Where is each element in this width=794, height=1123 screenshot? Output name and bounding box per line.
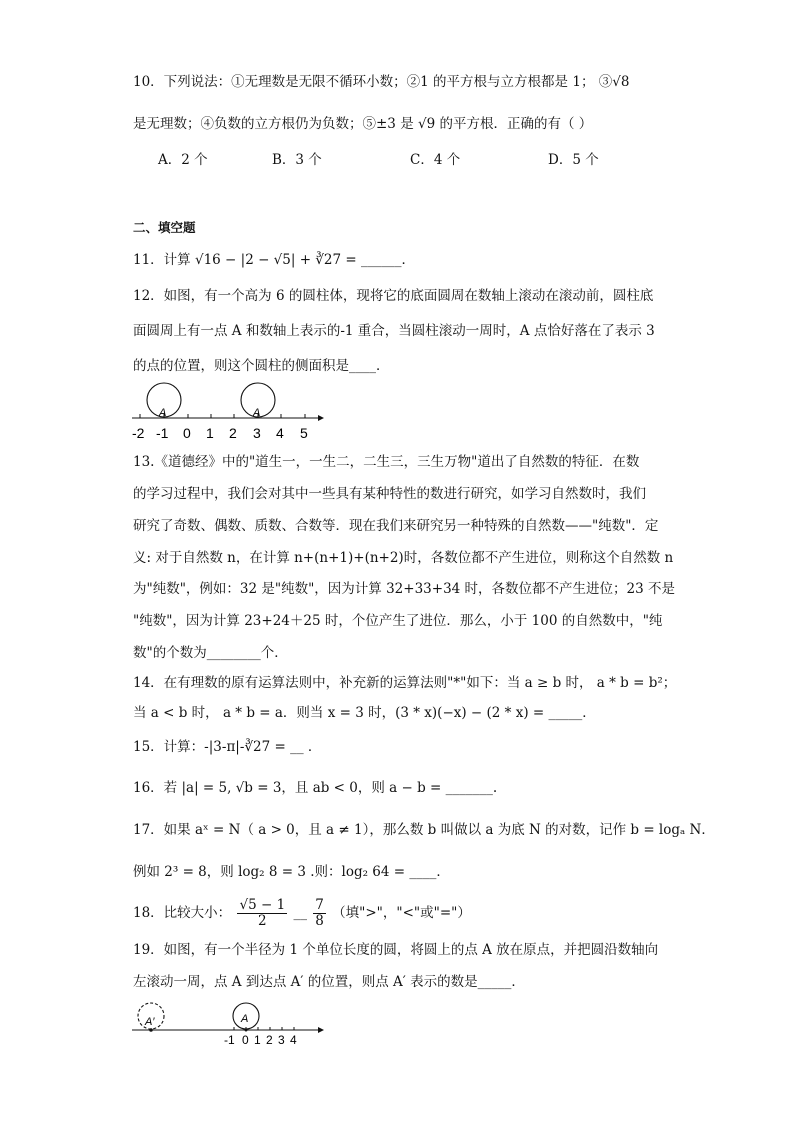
q17-line1: 17．如果 aˣ = N（ a > 0，且 a ≠ 1），那么数 b 叫做以 a 为底 N 的对数，记作 b = logₐ N．	[133, 822, 715, 838]
q14-line2: 当 a < b 时， a * b = a．则当 x = 3 时，(3 * x)(−x) − (2 * x) = _____．	[133, 705, 596, 721]
q14-line1: 14．在有理数的原有运算法则中，补充新的运算法则"*"如下：当 a ≥ b 时， a * b = b²；	[133, 675, 677, 691]
q12-line1: 12．如图，有一个高为 6 的圆柱体，现将它的底面圆周在数轴上滚动在滚动前，圆柱底	[133, 288, 654, 304]
tick-label: 4	[290, 1033, 297, 1047]
point-a-label: A	[241, 1013, 249, 1025]
axis-arrow-icon	[318, 415, 324, 421]
q18-fraction-left-denominator: 2	[258, 913, 267, 929]
tick-label: -1	[156, 425, 169, 441]
q16-line: 16．若 |a| = 5, √b = 3，且 ab < 0，则 a − b = _______.	[133, 780, 498, 796]
point-a-prime-label: A′	[145, 1016, 155, 1028]
q19-number-line-figure	[128, 1000, 328, 1050]
q13-line4: 义: 对于自然数 n，在计算 n+(n+1)+(n+2)时，各数位都不产生进位，则称这个自然数 n	[133, 550, 674, 566]
point-a-end-label: A	[253, 407, 261, 419]
q10-option-d: D．5 个	[548, 152, 599, 168]
q18-fraction-left	[237, 898, 287, 929]
q12-number-line-figure	[128, 380, 328, 442]
axis-arrow-icon	[318, 1027, 324, 1033]
q18-fraction-right-denominator: 8	[315, 913, 324, 929]
q13-line5: 为"纯数"，例如：32 是"纯数"，因为计算 32+33+34 时，各数位都不产生进位；23 不是	[133, 581, 676, 597]
q11-line: 11．计算 √16 − |2 − √5| + ∛27 = ______．	[133, 252, 415, 268]
tick-label: 0	[183, 425, 191, 441]
q10-option-b: B．3 个	[272, 152, 322, 168]
tick-label: 3	[278, 1033, 285, 1047]
q13-line6: "纯数"，因为计算 23+24＋25 时，个位产生了进位．那么，小于 100 的自然数中，"纯	[133, 613, 663, 629]
q18-fraction-left-numerator: √5 − 1	[239, 897, 286, 913]
q19-line2: 左滚动一周，点 A 到达点 A′ 的位置，则点 A′ 表示的数是_____．	[133, 974, 525, 990]
q18-line	[133, 896, 471, 930]
q18-prefix: 18．比较大小：	[133, 905, 232, 921]
q10-option-a: A．2 个	[158, 152, 208, 168]
q17-line2: 例如 2³ = 8，则 log₂ 8 = 3 .则：log₂ 64 = ____．	[133, 864, 450, 880]
tick-label: 1	[206, 425, 214, 441]
q12-line3: 的点的位置，则这个圆柱的侧面积是____．	[133, 358, 390, 374]
tick-label: 2	[229, 425, 237, 441]
tick-label: 4	[276, 425, 284, 441]
point-a-prime-dot	[149, 1028, 153, 1032]
point-a-start-label: A	[159, 407, 167, 419]
q19-line1: 19．如图，有一个半径为 1 个单位长度的圆，将圆上的点 A 放在原点，并把圆沿数轴向	[133, 942, 659, 958]
q18-suffix: （填">"，"<"或"="）	[332, 905, 471, 921]
tick-label: 5	[300, 425, 308, 441]
tick-label: 0	[242, 1033, 249, 1047]
q10-option-c: C．4 个	[410, 152, 461, 168]
q13-line2: 的学习过程中，我们会对其中一些具有某种特性的数进行研究，如学习自然数时，我们	[133, 486, 646, 502]
q10-line2: 是无理数；④负数的立方根仍为负数；⑤±3 是 √9 的平方根．正确的有（ ）	[133, 116, 593, 132]
q13-line1: 13.《道德经》中的"道生一，一生二，二生三，三生万物"道出了自然数的特征．在数	[133, 454, 640, 470]
q13-line3: 研究了奇数、偶数、质数、合数等．现在我们来研究另一种特殊的自然数——"纯数"．定	[133, 518, 659, 534]
tick-label: 3	[253, 425, 261, 441]
section-heading: 二、填空题	[133, 220, 196, 235]
q18-blank: __	[293, 905, 307, 921]
tick-label: 1	[254, 1033, 261, 1047]
q15-line: 15．计算：-|3-π|-∛27 = __ ．	[133, 739, 322, 755]
tick-label: 2	[266, 1033, 273, 1047]
q10-line1: 10．下列说法：①无理数是无限不循环小数；②1 的平方根与立方根都是 1； ③√8	[133, 74, 630, 90]
q18-fraction-right-numerator: 7	[315, 897, 324, 913]
tick-label: -1	[224, 1033, 235, 1047]
q12-line2: 面圆周上有一点 A 和数轴上表示的-1 重合，当圆柱滚动一周时，A 点恰好落在了表示 3	[133, 323, 655, 339]
q18-fraction-right	[313, 898, 326, 929]
tick-label: -2	[132, 425, 145, 441]
q13-line7: 数"的个数为________个．	[133, 645, 288, 661]
